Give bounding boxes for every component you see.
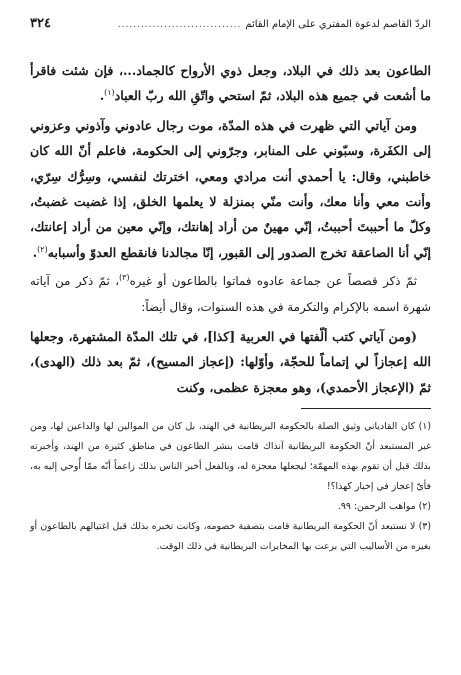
book-page [30,16,431,665]
paragraph-1 [30,58,431,109]
footnote-ref-3: (٣) [119,273,130,283]
paragraph-3-text: ثمّ ذكر قصصاً عن جماعة عادوه فماتوا بالطاعون أو غيره [129,274,418,289]
paragraph-4 [30,324,431,400]
footnote-3: (٣) لا نستبعد أنّ الحكومة البريطانية قامت بتصفية خصومه، وكانت تخبره بذلك قبل اغتيالهم بالطاعون أو بغيره من الأساليب التي برعت بها المخابرات البريطانية في ذلك الوقت. [30,521,431,553]
paragraph-1-tail: . [99,88,105,104]
footnote-separator [301,408,431,409]
paragraph-4-text: (ومن آياتي كتب ألّفتها في العربية [كذا]، في تلك المدّة المشتهرة، وجعلها الله إعجازاً لي إتماماً للحجّة، وأوّلها: (إعجاز المسيح)، ثمّ بعد ذلك (الهدى)، ثمّ (الإعجاز الأحمدي)، وهو معجزة عظمى، وكنت [30,329,431,395]
main-text [30,58,431,400]
paragraph-3-tail: ، ثمّ ذكر من آياته شهرة اسمه بالإكرام والتكرمة في هذه السنوات، وقال أيضاً: [30,274,431,314]
page-number: ٣٢٤ [30,16,51,31]
footnote-2: (٢) مواهب الرحمن: ٩٩. [337,501,431,513]
running-header [30,16,431,40]
footnotes [30,417,431,557]
paragraph-2-tail: . [32,244,38,260]
running-header-dot-leader: ................................ [117,20,242,30]
footnote-ref-2: (٢) [37,244,48,254]
footnote-ref-1: (١) [104,88,115,98]
paragraph-2 [30,113,431,265]
running-header-title: الردّ القاصم لدعوة المفتري على الإمام القائم [245,19,431,30]
paragraph-2-text: ومن آياتي التي ظهرت في هذه المدّة، موت رجال عادوني وآذوني وعزوني إلى الكفَرة، وسبّوني على المنابر، وجرّوني إلى الحكومة، فاعلم أنّ الله كان خاطبني، وقال: يا أحمدي أنت مرادي ومعي، اخترتك لنفسي، وسِرُّك سِرّي، وأنت معي وأنا معك، وأنت منّي بمنزلة لا يعلمها الخلق، إذا غضبت غضبتُ، وكلّ ما أحببتَ أحببتُ، إنّي مهينٌ من أراد إهانتك، وإنّي معين من أراد إعانتك، إنّي أنا الصاعقة تخرج الصدور إلى القبور، إنّا مجالدنا فانقطع العدوّ وأسبابه [30,117,431,260]
footnote-1: (١) كان القادياني وثيق الصلة بالحكومة البريطانية في الهند، بل كان من الموالين لها والداعين لها، ومن غير المستبعد أنّ الحكومة البريطانية آنذاك قامت بنشر الطاعون في مناطق كثيرة من الهند، وأخبرته بذلك قبل أن تقوم بهذه المهمّة؛ ليجعلها معجزة له، وبالفعل أخبر الناس بذلك زاعماً أنّه ممّا أُوحي إليه به، فأيّ إعجاز في إخبار كهذا؟! [30,421,431,493]
paragraph-1-text: الطاعون بعد ذلك في البلاد، وجعل ذوي الأرواح كالجماد...، فإن شئت فاقرأ ما أشعت في جميع هذه البلاد، ثمّ استحي واتّقِ الله ربّ العباد [30,63,431,104]
paragraph-3 [30,269,431,320]
